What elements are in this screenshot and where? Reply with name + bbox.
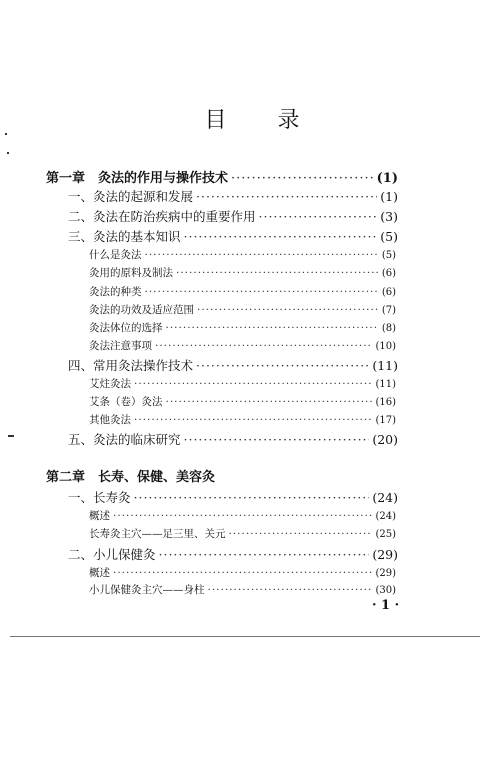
- toc-entry-title: 概述: [89, 567, 110, 579]
- toc-entry-page: (16): [375, 397, 396, 408]
- toc-entry-page: (10): [375, 341, 396, 352]
- toc-entry[interactable]: [89, 338, 396, 353]
- toc-entry-page: (6): [381, 268, 396, 279]
- dot-leader: [166, 396, 373, 408]
- toc-entry-page: (6): [381, 287, 396, 298]
- dot-leader: [231, 171, 374, 186]
- dot-leader: [113, 510, 372, 522]
- dot-leader: [145, 249, 379, 261]
- toc-entry-title: 五、灸法的临床研究: [68, 432, 181, 447]
- toc-entry[interactable]: [89, 302, 396, 317]
- dot-leader: [134, 414, 372, 426]
- toc-entry-title: 艾条（卷）灸法: [89, 396, 163, 408]
- toc-entry[interactable]: [89, 284, 396, 299]
- dot-leader: [155, 340, 372, 352]
- toc-entry-title: 小儿保健灸主穴——身柱: [89, 584, 205, 596]
- toc-entry-page: (5): [380, 229, 398, 244]
- toc-entry[interactable]: [89, 376, 396, 391]
- dot-leader: [196, 189, 377, 204]
- toc-entry[interactable]: [68, 356, 398, 374]
- toc-entry-page: (25): [375, 529, 396, 540]
- toc-entry-title: 灸法注意事项: [89, 340, 152, 352]
- page-number: · 1 ·: [372, 598, 400, 613]
- toc-entry-title: 第一章 灸法的作用与操作技术: [46, 171, 229, 186]
- toc-entry-page: (11): [372, 358, 398, 373]
- toc-entry-title: 一、灸法的起源和发展: [68, 189, 194, 204]
- dot-leader: [166, 322, 379, 334]
- dot-leader: [159, 547, 370, 562]
- toc-entry-title: 灸用的原料及制法: [89, 267, 173, 279]
- toc-entry-page: (30): [375, 585, 396, 596]
- scan-edge-line: [10, 636, 480, 637]
- toc-entry[interactable]: [89, 265, 396, 280]
- toc-entry[interactable]: [68, 488, 398, 506]
- dot-leader: [259, 209, 378, 224]
- toc-entry-page: (1): [376, 171, 398, 186]
- dot-leader: [197, 304, 379, 316]
- toc-entry-title: 三、灸法的基本知识: [68, 229, 181, 244]
- toc-entry-title: 灸法体位的选择: [89, 322, 163, 334]
- toc-entry-title: 第二章 长寿、保健、美容灸: [46, 470, 216, 485]
- toc-entry[interactable]: [89, 582, 396, 597]
- toc-entry[interactable]: [89, 412, 396, 427]
- toc-entry-page: (24): [375, 511, 396, 522]
- scan-artifact-mark: [7, 152, 9, 154]
- dot-leader: [134, 490, 370, 505]
- toc-entry[interactable]: [68, 430, 398, 448]
- scan-artifact-mark: [8, 435, 14, 437]
- dot-leader: [176, 267, 379, 279]
- toc-entry-title: 其他灸法: [89, 414, 131, 426]
- toc-entry-page: (5): [381, 250, 396, 261]
- toc-entry[interactable]: [89, 526, 396, 541]
- toc-entry-title: 概述: [89, 510, 110, 522]
- dot-leader: [113, 567, 372, 579]
- toc-entry[interactable]: [68, 207, 398, 225]
- page-title: 目 录: [204, 108, 322, 133]
- toc-entry-page: (29): [372, 547, 398, 562]
- dot-leader: [196, 358, 369, 373]
- toc-entry-page: (24): [372, 490, 398, 505]
- toc-entry-page: (1): [380, 189, 398, 204]
- toc-entry[interactable]: [89, 508, 396, 523]
- toc-entry-title: 艾炷灸法: [89, 378, 131, 390]
- toc-entry-page: (7): [381, 305, 396, 316]
- toc-entry[interactable]: [89, 565, 396, 580]
- toc-entry[interactable]: [89, 247, 396, 262]
- toc-entry-title: 二、灸法在防治疾病中的重要作用: [68, 209, 256, 224]
- toc-entry[interactable]: [68, 227, 398, 245]
- toc-chapter-2[interactable]: [46, 466, 398, 485]
- toc-entry-title: 什么是灸法: [89, 249, 142, 261]
- toc-entry-page: (20): [372, 432, 398, 447]
- scan-artifact-mark: [5, 133, 7, 135]
- toc-entry[interactable]: [68, 545, 398, 563]
- toc-entry[interactable]: [89, 394, 396, 409]
- dot-leader: [229, 528, 373, 540]
- dot-leader: [134, 378, 372, 390]
- toc-entry-title: 灸法的功效及适应范围: [89, 304, 194, 316]
- toc-entry[interactable]: [89, 320, 396, 335]
- dot-leader: [145, 286, 379, 298]
- toc-entry-page: (11): [375, 379, 396, 390]
- dot-leader: [184, 229, 378, 244]
- dot-leader: [184, 432, 370, 447]
- dot-leader: [208, 584, 373, 596]
- toc-entry-page: (3): [380, 209, 398, 224]
- toc-entry-title: 四、常用灸法操作技术: [68, 358, 194, 373]
- toc-entry-title: 二、小儿保健灸: [68, 547, 156, 562]
- toc-chapter-1[interactable]: [46, 167, 398, 186]
- toc-entry-page: (17): [375, 415, 396, 426]
- toc-entry-page: (8): [381, 323, 396, 334]
- toc-entry-title: 灸法的种类: [89, 286, 142, 298]
- toc-entry-title: 一、长寿灸: [68, 490, 131, 505]
- toc-entry-title: 长寿灸主穴——足三里、关元: [89, 528, 226, 540]
- toc-entry[interactable]: [68, 187, 398, 205]
- toc-entry-page: (29): [375, 568, 396, 579]
